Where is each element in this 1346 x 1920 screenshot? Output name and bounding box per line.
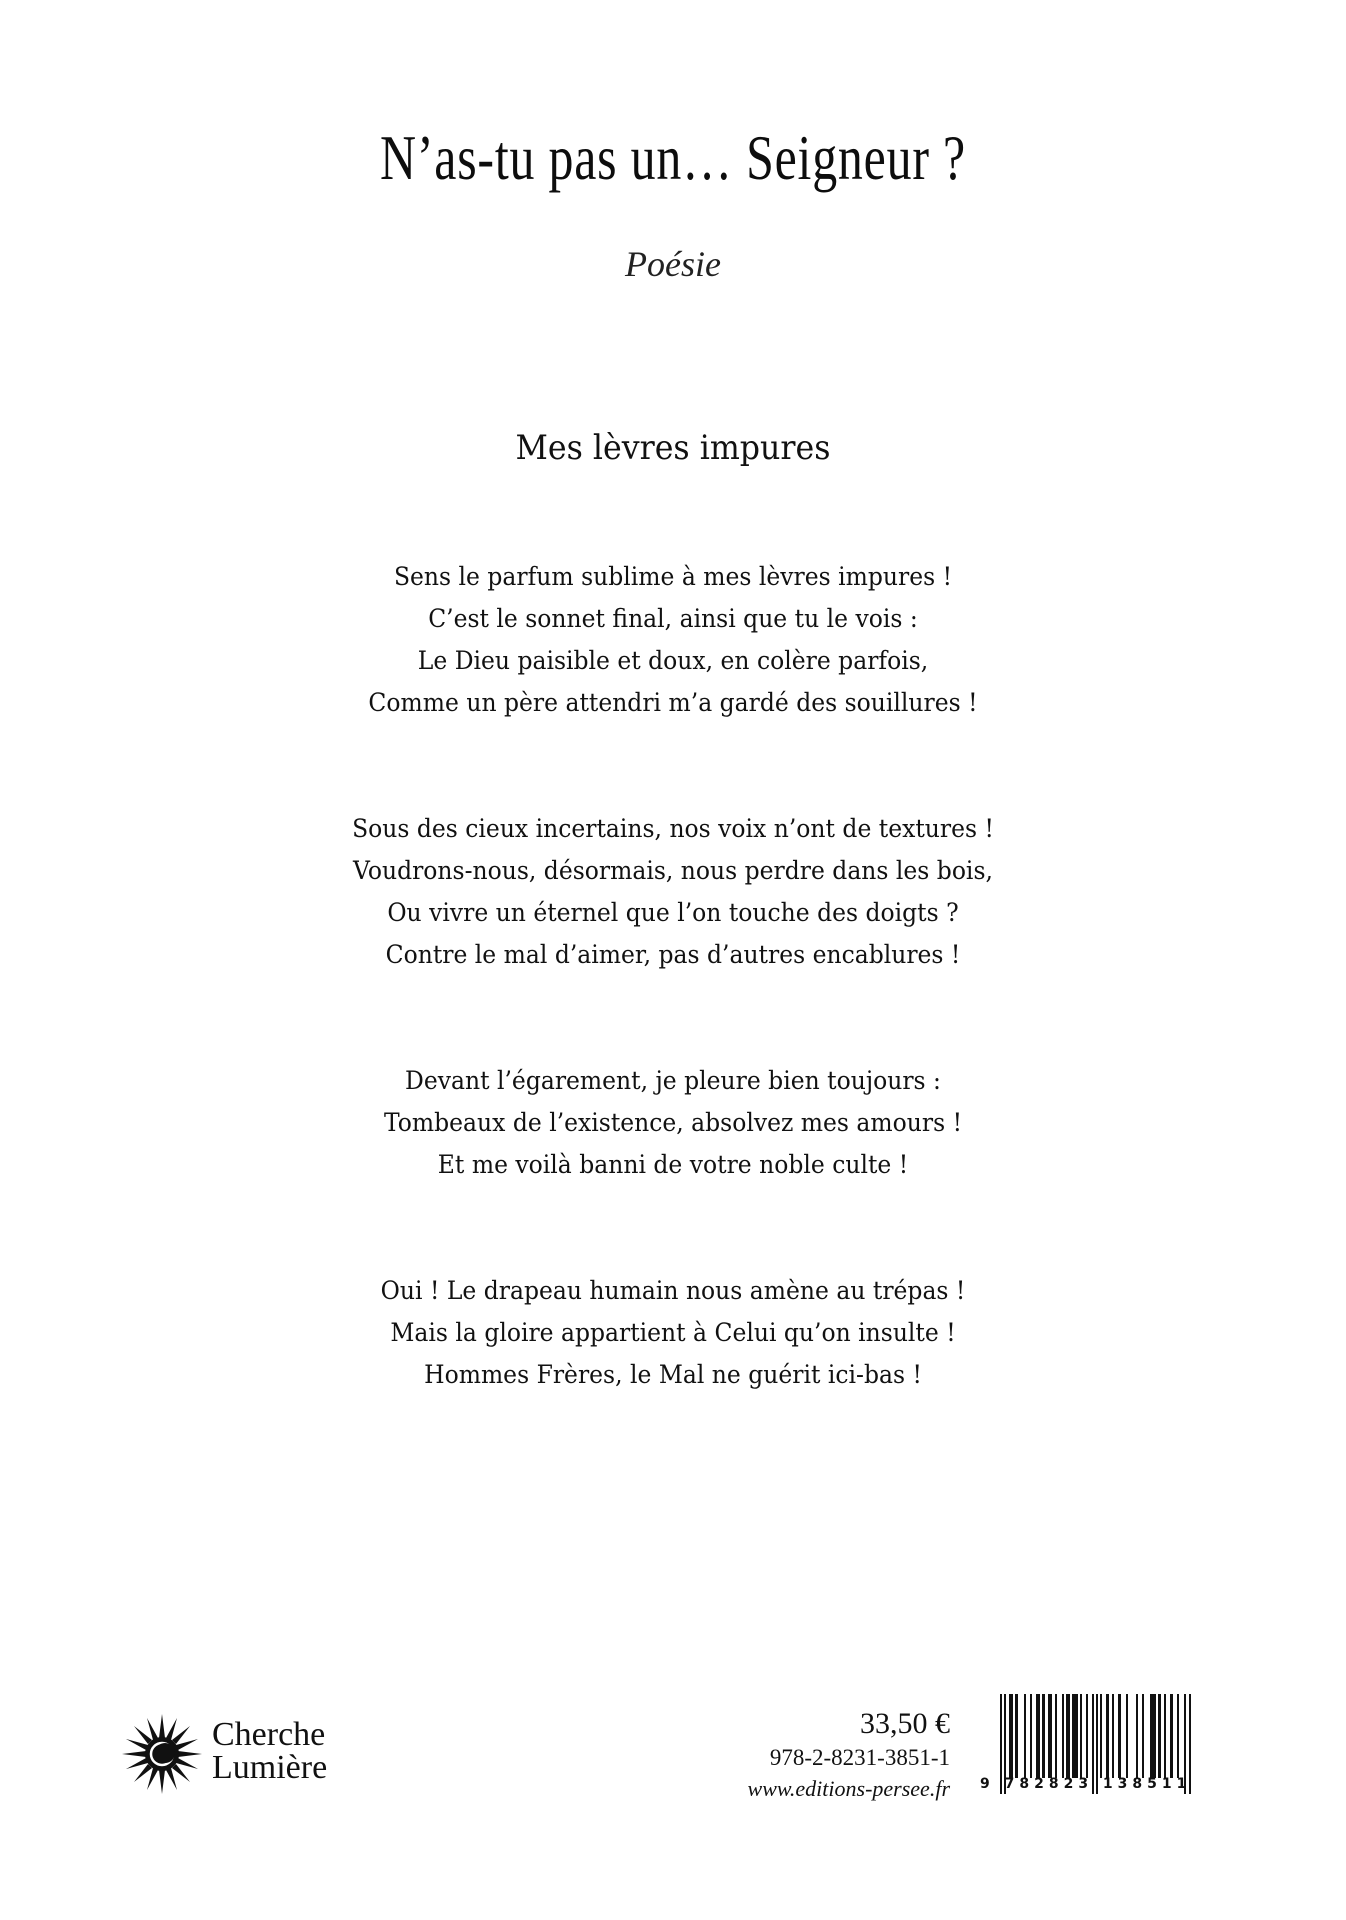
verse: Comme un père attendri m’a gardé des souillures !	[368, 688, 978, 718]
verse: Hommes Frères, le Mal ne guérit ici-bas !	[424, 1360, 922, 1390]
stanza-2	[0, 808, 1346, 976]
verse: Oui ! Le drapeau humain nous amène au trépas !	[380, 1276, 966, 1306]
sun-crescent-icon	[120, 1712, 204, 1796]
book-genre: Poésie	[625, 244, 721, 284]
publisher-name-line1: Cherche	[212, 1716, 326, 1753]
price: 33,50 €	[860, 1707, 950, 1740]
verse: Sous des cieux incertains, nos voix n’ont de textures !	[352, 814, 994, 844]
publisher-logo	[120, 1712, 380, 1812]
verse: Sens le parfum sublime à mes lèvres impures !	[393, 562, 953, 592]
verse: Ou vivre un éternel que l’on touche des doigts ?	[387, 898, 959, 928]
verse: Tombeaux de l’existence, absolvez mes amours !	[383, 1108, 963, 1138]
website-link[interactable]: www.editions-persee.fr	[747, 1776, 950, 1801]
verse: Contre le mal d’aimer, pas d’autres encablures !	[385, 940, 961, 970]
isbn: 978-2-8231-3851-1	[769, 1745, 950, 1770]
stanza-1	[0, 556, 1346, 724]
verse: C’est le sonnet final, ainsi que tu le vois :	[428, 604, 918, 634]
stanza-4	[0, 1270, 1346, 1396]
verse: Et me voilà banni de votre noble culte !	[437, 1150, 909, 1180]
verse: Voudrons-nous, désormais, nous perdre dans les bois,	[353, 856, 993, 886]
publisher-name-line2: Lumière	[212, 1749, 328, 1786]
verse: Mais la gloire appartient à Celui qu’on insulte !	[390, 1318, 956, 1348]
back-cover-info	[748, 1705, 950, 1805]
book-title: N’as-tu pas un… Seigneur ?	[380, 122, 966, 193]
barcode-digits: 9 782823 138511	[980, 1776, 1192, 1792]
stanza-3	[0, 1060, 1346, 1186]
verse: Devant l’égarement, je pleure bien toujours :	[405, 1066, 941, 1096]
verse: Le Dieu paisible et doux, en colère parfois,	[417, 646, 929, 676]
publisher-name	[212, 1718, 327, 1784]
poem-title: Mes lèvres impures	[515, 428, 831, 468]
